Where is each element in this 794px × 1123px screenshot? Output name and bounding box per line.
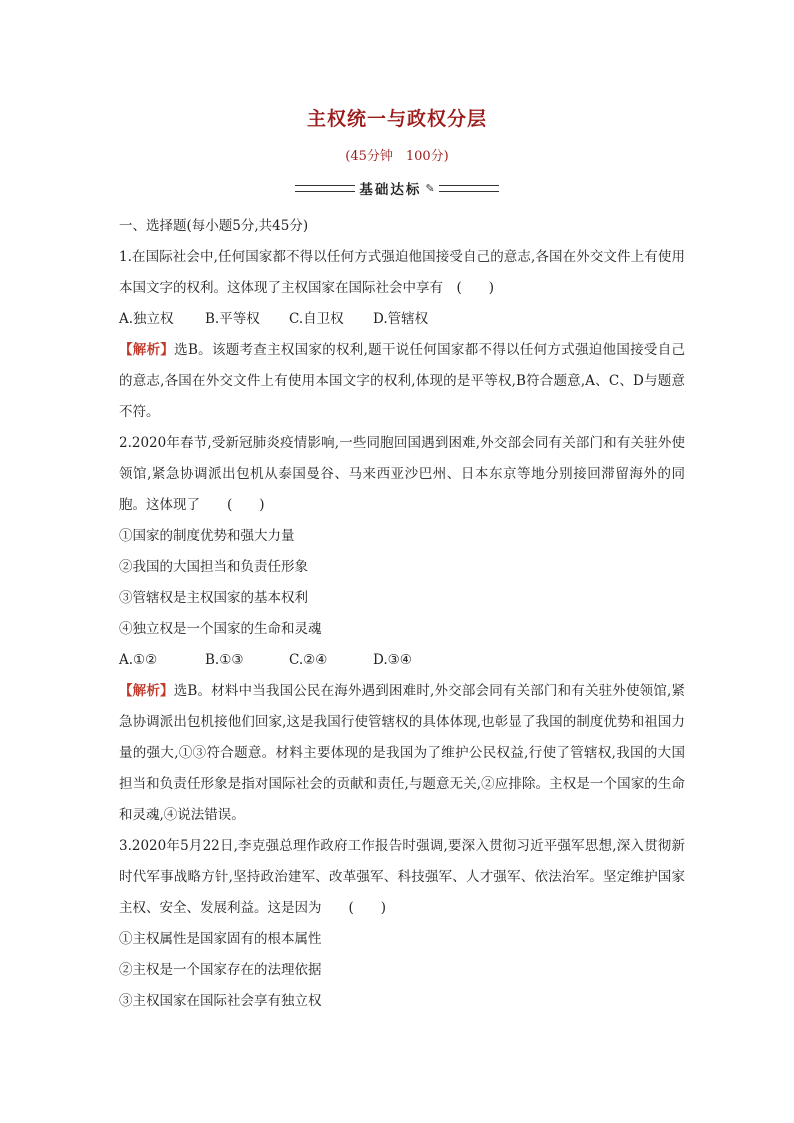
question-3-item: ②主权是一个国家存在的法理依据	[119, 962, 322, 978]
section-banner-label: 基础达标	[359, 182, 422, 198]
banner-rule-left	[295, 185, 355, 192]
question-3-stem: 3.2020年5月22日,李克强总理作政府工作报告时强调,要深入贯彻习近平强军思想,深入贯彻新时代军事战略方针,坚持政治建军、改革强军、科技强军、人才强军、依法治军。坚定维护国家主权、安全、发展利益。这是因为 ( )	[119, 838, 685, 916]
analysis-text: 选B。材料中当我国公民在海外遇到困难时,外交部会同有关部门和有关驻外使领馆,紧急协调派出包机接他们回家,这是我国行使管辖权的具体体现,也彰显了我国的制度优势和祖国力量的强大,①③符合题意。材料主要体现的是我国为了维护公民权益,行使了管辖权,我国的大国担当和负责任形象是指对国际社会的贡献和责任,与题意无关,②应排除。主权是一个国家的生命和灵魂,④说法错误。	[119, 683, 685, 823]
option-c: C.自卫权	[289, 311, 344, 327]
question-1-stem: 1.在国际社会中,任何国家都不得以任何方式强迫他国接受自己的意志,各国在外交文件上有使用本国文字的权利。这体现了主权国家在国际社会中享有 ( )	[119, 249, 685, 296]
analysis-label: 【解析】	[119, 342, 175, 358]
option-a: A.①②	[119, 652, 158, 668]
section-heading: 一、选择题(每小题5分,共45分)	[119, 218, 309, 234]
question-2-stem: 2.2020年春节,受新冠肺炎疫情影响,一些同胞回国遇到困难,外交部会同有关部门和有关驻外使领馆,紧急协调派出包机从泰国曼谷、马来西亚沙巴州、日本东京等地分别接回滞留海外的同胞。这体现了 ( )	[119, 435, 685, 513]
banner-rule-right	[439, 185, 499, 192]
question-2-item: ②我国的大国担当和负责任形象	[119, 559, 308, 575]
question-2-item: ③管辖权是主权国家的基本权利	[119, 590, 308, 606]
analysis-label: 【解析】	[119, 683, 174, 699]
document-body	[119, 211, 685, 1017]
option-a: A.独立权	[119, 311, 174, 327]
section-banner	[0, 178, 794, 198]
pencil-icon: ✎	[425, 181, 435, 195]
question-2-item: ①国家的制度优势和强大力量	[119, 528, 295, 544]
option-b: B.①③	[205, 652, 244, 668]
question-3-item: ①主权属性是国家固有的根本属性	[119, 931, 322, 947]
question-2-analysis	[119, 676, 685, 831]
option-d: D.③④	[373, 652, 412, 668]
option-b: B.平等权	[205, 311, 260, 327]
page-subtitle: (45分钟 100分)	[345, 149, 449, 164]
question-2-options	[119, 645, 685, 676]
question-2-item: ④独立权是一个国家的生命和灵魂	[119, 621, 322, 637]
question-1-analysis	[119, 335, 685, 428]
option-c: C.②④	[289, 652, 328, 668]
question-3-item: ③主权国家在国际社会享有独立权	[119, 993, 322, 1009]
question-1-options	[119, 304, 685, 335]
page-title: 主权统一与政权分层	[306, 108, 487, 130]
analysis-text: 选B。该题考查主权国家的权利,题干说任何国家都不得以任何方式强迫他国接受自己的意志,各国在外交文件上有使用本国文字的权利,体现的是平等权,B符合题意,A、C、D与题意不符。	[119, 342, 685, 420]
option-d: D.管辖权	[373, 311, 429, 327]
